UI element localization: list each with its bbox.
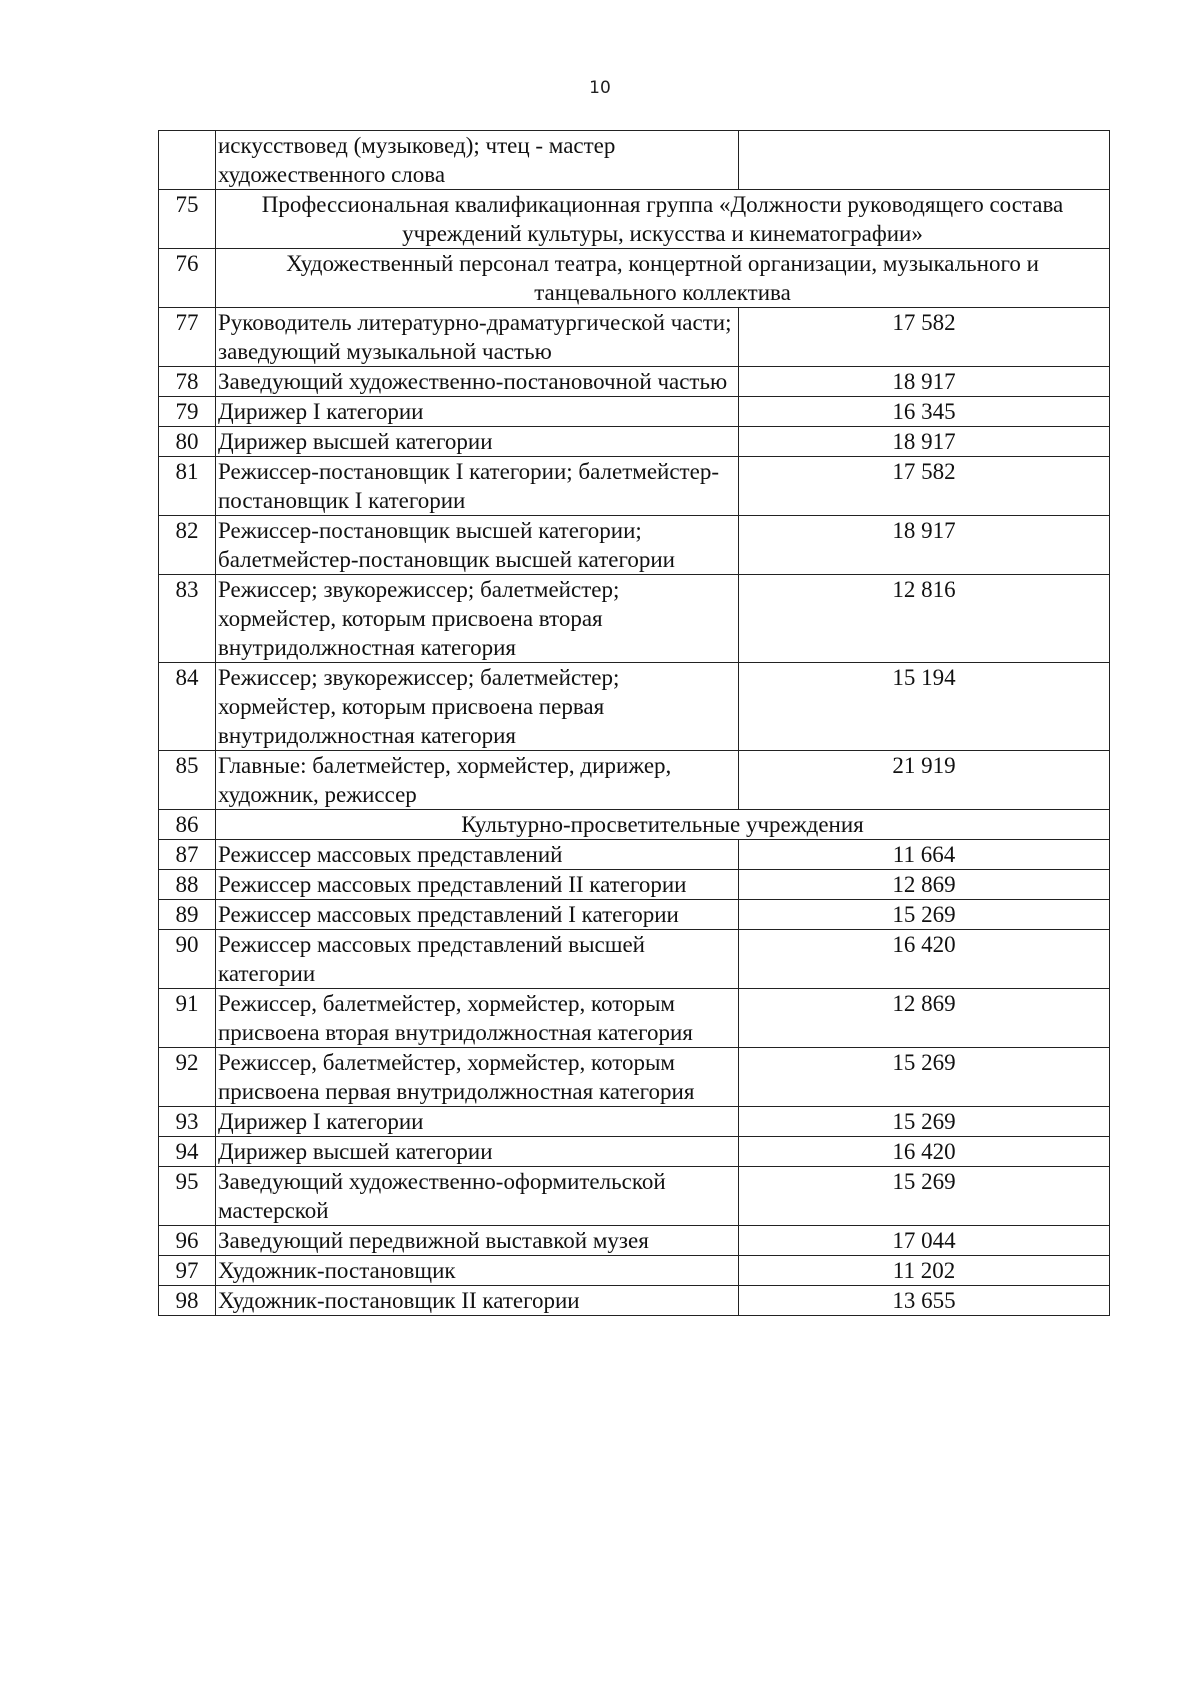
table-row xyxy=(159,1286,1110,1316)
position-name: Заведующий художественно-оформительской мастерской xyxy=(216,1167,739,1226)
table-row xyxy=(159,516,1110,575)
salary-value: 16 345 xyxy=(739,397,1110,427)
table-row xyxy=(159,1048,1110,1107)
position-name: Дирижер высшей категории xyxy=(216,1137,739,1167)
table-row xyxy=(159,457,1110,516)
table-row xyxy=(159,308,1110,367)
position-name: Руководитель литературно-драматургической части; заведующий музыкальной частью xyxy=(216,308,739,367)
row-number: 88 xyxy=(159,870,216,900)
salary-value: 15 194 xyxy=(739,663,1110,751)
salary-value: 17 044 xyxy=(739,1226,1110,1256)
salary-value: 16 420 xyxy=(739,1137,1110,1167)
row-number: 83 xyxy=(159,575,216,663)
position-name: Режиссер-постановщик I категории; балетмейстер-постановщик I категории xyxy=(216,457,739,516)
salary-value: 11 664 xyxy=(739,840,1110,870)
row-number: 89 xyxy=(159,900,216,930)
row-number: 95 xyxy=(159,1167,216,1226)
position-name: Режиссер; звукорежиссер; балетмейстер; хормейстер, которым присвоена первая внутридолжностная категория xyxy=(216,663,739,751)
position-name: Режиссер, балетмейстер, хормейстер, которым присвоена первая внутридолжностная категория xyxy=(216,1048,739,1107)
position-name: Художник-постановщик II категории xyxy=(216,1286,739,1316)
section-title: Профессиональная квалификационная группа «Должности руководящего состава учреждений культуры, искусства и кинематографии» xyxy=(216,190,1110,249)
table-section-row xyxy=(159,249,1110,308)
row-number: 81 xyxy=(159,457,216,516)
table-row xyxy=(159,930,1110,989)
table-row xyxy=(159,1167,1110,1226)
row-number: 91 xyxy=(159,989,216,1048)
position-name: Дирижер высшей категории xyxy=(216,427,739,457)
salary-value: 15 269 xyxy=(739,900,1110,930)
table-row xyxy=(159,751,1110,810)
table-row xyxy=(159,427,1110,457)
salary-value: 17 582 xyxy=(739,457,1110,516)
salary-value: 11 202 xyxy=(739,1256,1110,1286)
table-row xyxy=(159,989,1110,1048)
position-name: Режиссер массовых представлений I категории xyxy=(216,900,739,930)
position-name: Режиссер массовых представлений II категории xyxy=(216,870,739,900)
table-row xyxy=(159,397,1110,427)
row-number: 82 xyxy=(159,516,216,575)
section-title: Культурно-просветительные учреждения xyxy=(216,810,1110,840)
page-number: 10 xyxy=(589,78,611,98)
position-name: Художник-постановщик xyxy=(216,1256,739,1286)
row-number: 90 xyxy=(159,930,216,989)
row-number: 87 xyxy=(159,840,216,870)
row-number: 85 xyxy=(159,751,216,810)
row-number: 94 xyxy=(159,1137,216,1167)
salary-value: 18 917 xyxy=(739,516,1110,575)
table-row xyxy=(159,900,1110,930)
section-title: Художественный персонал театра, концертной организации, музыкального и танцевального коллектива xyxy=(216,249,1110,308)
table-row xyxy=(159,367,1110,397)
row-number: 86 xyxy=(159,810,216,840)
salary-value: 15 269 xyxy=(739,1167,1110,1226)
row-number: 78 xyxy=(159,367,216,397)
row-number: 92 xyxy=(159,1048,216,1107)
row-number: 80 xyxy=(159,427,216,457)
position-name: Режиссер массовых представлений высшей категории xyxy=(216,930,739,989)
salary-value: 12 869 xyxy=(739,870,1110,900)
salary-value: 18 917 xyxy=(739,367,1110,397)
salary-value: 21 919 xyxy=(739,751,1110,810)
position-name: Дирижер I категории xyxy=(216,397,739,427)
table-row xyxy=(159,663,1110,751)
table-row xyxy=(159,870,1110,900)
position-name: искусствовед (музыковед); чтец - мастер художественного слова xyxy=(216,131,739,190)
table-row xyxy=(159,840,1110,870)
table-row xyxy=(159,575,1110,663)
table-row xyxy=(159,1256,1110,1286)
position-name: Режиссер-постановщик высшей категории; балетмейстер-постановщик высшей категории xyxy=(216,516,739,575)
salary-value xyxy=(739,131,1110,190)
position-name: Главные: балетмейстер, хормейстер, дирижер, художник, режиссер xyxy=(216,751,739,810)
salary-value: 12 816 xyxy=(739,575,1110,663)
table-row xyxy=(159,1107,1110,1137)
row-number: 84 xyxy=(159,663,216,751)
table-section-row xyxy=(159,810,1110,840)
position-name: Режиссер; звукорежиссер; балетмейстер; хормейстер, которым присвоена вторая внутридолжностная категория xyxy=(216,575,739,663)
row-number: 76 xyxy=(159,249,216,308)
salary-table-body xyxy=(159,131,1110,1316)
position-name: Режиссер, балетмейстер, хормейстер, которым присвоена вторая внутридолжностная категория xyxy=(216,989,739,1048)
position-name: Заведующий художественно-постановочной частью xyxy=(216,367,739,397)
table-section-row xyxy=(159,190,1110,249)
row-number: 98 xyxy=(159,1286,216,1316)
table-row xyxy=(159,131,1110,190)
salary-value: 13 655 xyxy=(739,1286,1110,1316)
row-number: 97 xyxy=(159,1256,216,1286)
salary-value: 18 917 xyxy=(739,427,1110,457)
salary-value: 17 582 xyxy=(739,308,1110,367)
salary-value: 15 269 xyxy=(739,1107,1110,1137)
salary-table xyxy=(158,130,1110,1316)
position-name: Режиссер массовых представлений xyxy=(216,840,739,870)
position-name: Заведующий передвижной выставкой музея xyxy=(216,1226,739,1256)
row-number: 77 xyxy=(159,308,216,367)
position-name: Дирижер I категории xyxy=(216,1107,739,1137)
row-number xyxy=(159,131,216,190)
salary-value: 16 420 xyxy=(739,930,1110,989)
table-row xyxy=(159,1226,1110,1256)
row-number: 96 xyxy=(159,1226,216,1256)
row-number: 93 xyxy=(159,1107,216,1137)
row-number: 79 xyxy=(159,397,216,427)
salary-value: 12 869 xyxy=(739,989,1110,1048)
row-number: 75 xyxy=(159,190,216,249)
table-row xyxy=(159,1137,1110,1167)
salary-value: 15 269 xyxy=(739,1048,1110,1107)
